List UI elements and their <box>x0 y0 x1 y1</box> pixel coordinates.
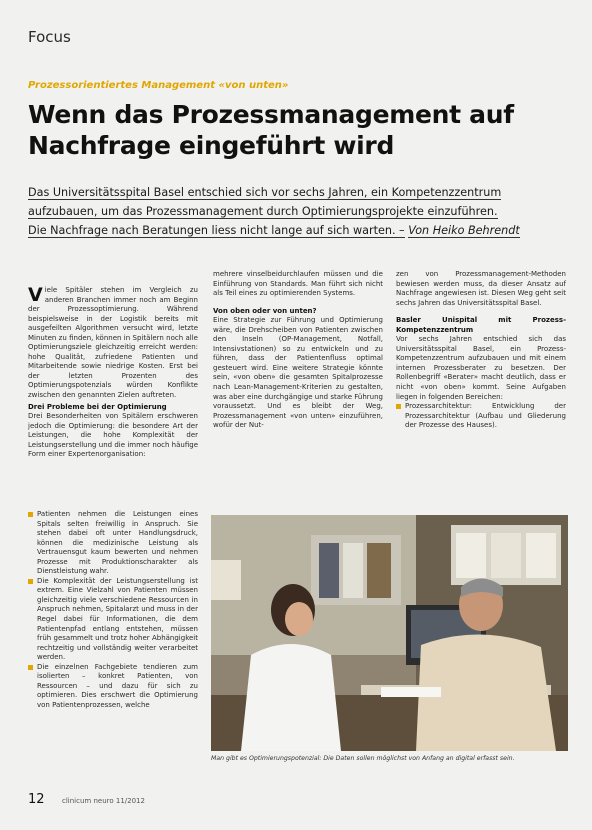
column-2 <box>213 270 383 431</box>
article-lead <box>28 183 568 240</box>
column-1 <box>28 286 198 460</box>
photo-caption: Man gibt es Optimierungspotenzial: Die Daten sollen möglichst von Anfang an digital erfasst sein. <box>211 755 515 762</box>
subheading-von-oben: Von oben oder von unten? <box>213 306 317 315</box>
section-label: Focus <box>28 28 71 46</box>
paragraph: mehrere vinselbeidurchlaufen müssen und die Einführung von Standards. Man führt sich nicht als Teil eines zu optimierenden Systems. <box>213 270 383 298</box>
bullet-item: Die einzelnen Fachgebiete tendieren zum isolierten – konkret Patienten, von Ressourcen – und dazu für sich zu optimieren. Dies erschwert die Optimierung von Patientenprozessen, welche <box>28 663 198 711</box>
subheading-basler-unispital: Basler Unispital mit Prozess-Kompetenzzentrum <box>396 316 566 334</box>
paragraph: zen von Prozessmanagement-Methoden bewiesen werden muss, da dieser Ansatz auf Nachfrage angewiesen ist. Diesen Weg geht seit sechs Jahren das Universitätsspital Basel. <box>396 270 566 307</box>
bullet-item: Die Komplexität der Leistungserstellung ist extrem. Eine Vielzahl von Patienten müssen gleichzeitig viele verschiedene Ressourcen in Anspruch nehmen, Spitalarzt und muss in der Regel dabei für Informationen, die dem Patientenpfad entlang entstehen, müssen früh gesammelt und trotz hoher Abhängigkeit rechtzeitig und vollständig weiter verarbeitet werden. <box>28 577 198 663</box>
article-photo <box>211 515 568 751</box>
article-headline: Wenn das Prozessmanagement auf Nachfrage eingeführt wird <box>28 100 514 160</box>
bullet-item: Patienten nehmen die Leistungen eines Spitals selten freiwillig in Anspruch. Sie stehen dabei oft unter Handlungsdruck, können die medizinische Leistung als Vertrauensgut kaum bewerten und nehmen Prozesse mit Produktionscharakter als Dienstleistung wahr. <box>28 510 198 577</box>
lead-line-2: aufzubauen, um das Prozessmanagement durch Optimierungsprojekte einzuführen. <box>28 205 498 218</box>
column-3 <box>396 270 566 431</box>
drop-cap: V <box>28 284 43 306</box>
page-number: 12 <box>28 792 45 807</box>
lead-line-3: Die Nachfrage nach Beratungen liess nicht lange auf sich warten. – <box>28 224 405 237</box>
paragraph: Vor sechs Jahren entschied sich das Universitätsspital Basel, ein Prozess-Kompetenzzentrum aufzubauen und mit einem internen Prozessberater zu besetzen. Der Rollenbegriff «Berater» macht deutlich, dass er nicht «von oben» kommt. Seine Aufgaben liegen in folgenden Bereichen: <box>396 335 566 401</box>
paragraph: Eine Strategie zur Führung und Optimierung wäre, die Drehscheiben von Patienten zwischen den Inseln (OP-Management, Notfall, Intensivstationen) so zu entwickeln und zu führen, dass der Patientenfluss optimal gesteuert wird. Eine weitere Strategie könnte sein, «von oben» die gesamten Spitalprozesse nach Lean-Management-Kriterien zu gestalten, was aber eine durchgängige und starke Führung voraussetzt. Und es bleibt der Weg, Prozessmanagement «von unten» einzuführen, wofür der Nut- <box>213 316 383 430</box>
column-1-bullets <box>28 510 198 710</box>
bullet-list <box>396 402 566 431</box>
publication-footer: clinicum neuro 11/2012 <box>62 797 145 805</box>
lead-line-1: Das Universitätsspital Basel entschied sich vor sechs Jahren, ein Kompetenzzentrum <box>28 186 502 199</box>
intro-paragraph: Viele Spitäler stehen im Vergleich zu anderen Branchen immer noch am Beginn der Prozessoptimierung. Während beispielsweise in der Logistik bereits mit ausgefeilten Algorithmen versucht wird, letzte Minuten zu finden, können in Spitälern noch alle Optimierungsziele gleichzeitig erreicht werden: hohe Qualität, zufriedene Patienten und Mitarbeitende sowie niedrige Kosten. Erst bei der letzten Prozenten des Optimierungspotenzials würden Konflikte zwischen den genannten Zielen auftreten. <box>28 284 198 400</box>
subheading-drei-probleme: Drei Probleme bei der Optimierung <box>28 402 167 411</box>
bullet-list <box>28 510 198 710</box>
paragraph: Drei Besonderheiten von Spitälern erschweren jedoch die Optimierung: die besondere Art der Leistungen, die hohe Komplexität der Leistungserstellung und die immer noch häufige Form einer Expertenorganisation: <box>28 412 198 459</box>
kicker: Prozessorientiertes Management «von unten» <box>28 80 289 91</box>
author-byline: Von Heiko Behrendt <box>408 224 520 237</box>
bullet-item: Prozessarchitektur: Entwicklung der Prozessarchitektur (Aufbau und Gliederung der Prozesse des Hauses). <box>396 402 566 431</box>
